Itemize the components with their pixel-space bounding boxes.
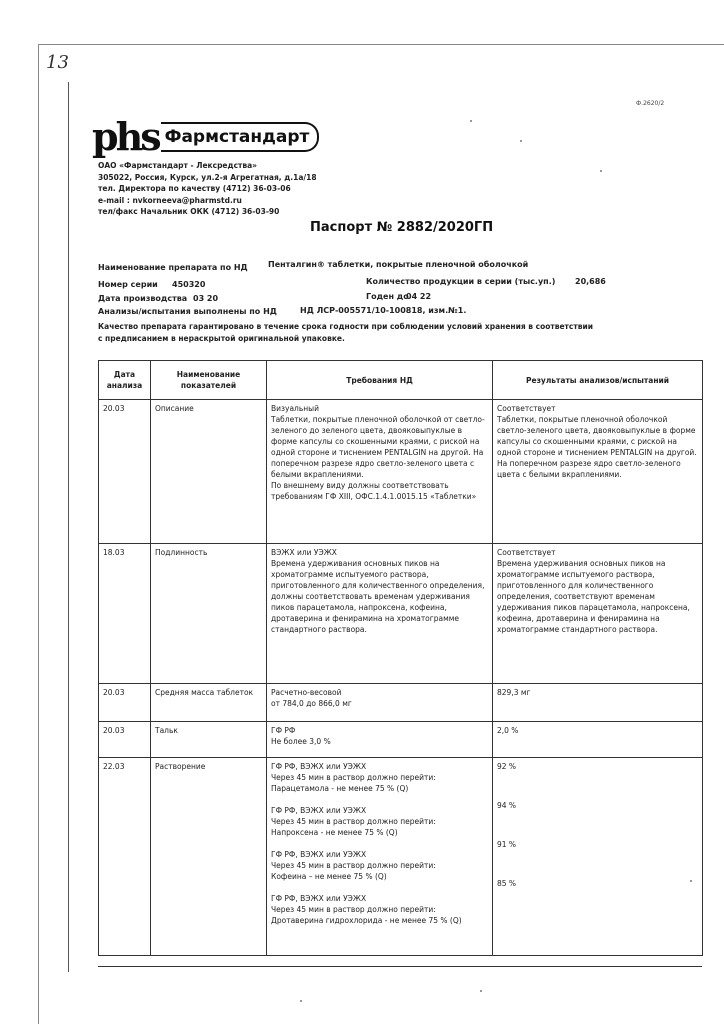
requirement-text: от 784,0 до 866,0 мг — [271, 699, 352, 708]
table-header-row — [99, 361, 703, 400]
requirement-text: Через 45 мин в раствор должно перейти: — [271, 817, 436, 826]
scan-speck — [690, 880, 692, 882]
production-date-label: Дата производства — [98, 294, 188, 303]
cell-results — [493, 544, 703, 684]
result-text: Соответствует — [497, 404, 556, 413]
requirement-text: ГФ РФ, ВЭЖХ или УЭЖХ — [271, 762, 367, 771]
requirement-text: ВЭЖХ или УЭЖХ — [271, 548, 337, 557]
handwritten-page-number: 13 — [46, 52, 69, 73]
address-line: тел/факс Начальник ОКК (4712) 36-03-90 — [98, 207, 280, 216]
table-row — [99, 722, 703, 758]
table-bottom-edge — [98, 966, 702, 967]
form-code: Ф.2620/2 — [636, 100, 665, 107]
result-text: 94 % — [497, 801, 517, 810]
address-line: тел. Директора по качеству (4712) 36-03-06 — [98, 184, 291, 193]
page-border-left — [38, 44, 39, 1024]
company-address — [98, 160, 317, 218]
result-text: 85 % — [497, 879, 517, 888]
scan-speck — [300, 1000, 302, 1002]
result-text: 829,3 мг — [497, 688, 531, 697]
scan-speck — [600, 170, 602, 172]
requirement-text: Визуальный — [271, 404, 319, 413]
cell-requirements — [267, 722, 493, 758]
result-text: 92 % — [497, 762, 517, 771]
requirement-text: ГФ РФ, ВЭЖХ или УЭЖХ — [271, 850, 367, 859]
cell-date: 20.03 — [99, 400, 151, 544]
requirement-text: Расчетно-весовой — [271, 688, 342, 697]
requirement-text: Через 45 мин в раствор должно перейти: — [271, 861, 436, 870]
header-indicator: Наименование показателей — [151, 361, 267, 400]
requirement-text: Напроксена - не менее 75 % (Q) — [271, 828, 398, 837]
address-line: e-mail : nvkorneeva@pharmstd.ru — [98, 195, 242, 205]
requirement-text: Дротаверина гидрохлорида - не менее 75 % (Q) — [271, 916, 462, 925]
cell-requirements — [267, 758, 493, 956]
block-gap — [497, 772, 698, 800]
table-row — [99, 684, 703, 722]
address-line: 305022, Россия, Курск, ул.2-я Агрегатная, д.1а/18 — [98, 172, 317, 182]
logo-mark: phs — [92, 114, 159, 159]
result-text: 91 % — [497, 840, 517, 849]
expiry-date-label: Годен до — [366, 292, 409, 301]
series-label: Номер серии — [98, 280, 158, 289]
result-text: 2,0 % — [497, 726, 519, 735]
company-logo — [92, 114, 319, 159]
expiry-date-value: 04 22 — [406, 292, 432, 301]
cell-results — [493, 722, 703, 758]
requirement-text: По внешнему виду должны соответствовать требованиям ГФ XIII, ОФС.1.4.1.0015.15 «Таблетки» — [271, 481, 477, 501]
cell-indicator: Подлинность — [151, 544, 267, 684]
cell-indicator: Описание — [151, 400, 267, 544]
table-body — [99, 400, 703, 956]
block-gap — [271, 882, 488, 893]
passport-title: Паспорт № 2882/2020ГП — [310, 220, 494, 235]
requirement-text: Кофеина – не менее 75 % (Q) — [271, 872, 387, 881]
block-gap — [271, 838, 488, 849]
cell-indicator: Тальк — [151, 722, 267, 758]
production-date-value: 03 20 — [193, 294, 219, 303]
quantity-value: 20,686 — [575, 277, 606, 286]
cell-indicator: Растворение — [151, 758, 267, 956]
cell-date: 20.03 — [99, 684, 151, 722]
quantity-label: Количество продукции в серии (тыс.уп.) — [366, 277, 556, 286]
header-requirements: Требования НД — [267, 361, 493, 400]
requirement-text: Не более 3,0 % — [271, 737, 331, 746]
logo-name: Фармстандарт — [161, 122, 320, 152]
cell-date: 18.03 — [99, 544, 151, 684]
block-gap — [271, 794, 488, 805]
cell-date: 22.03 — [99, 758, 151, 956]
cell-results — [493, 684, 703, 722]
requirement-text: ГФ РФ — [271, 726, 296, 735]
scan-speck — [520, 140, 522, 142]
requirement-text: Таблетки, покрытые пленочной оболочкой от светло-зеленого до зеленого цвета, двояковыпуклые в форме капсулы со скошенными краями, с риской на одной стороне и тиснением PENTALGIN на другой. На поперечном разрезе ядро светло-зеленого цвета с белыми вкраплениями. — [271, 415, 485, 479]
result-text: Соответствует — [497, 548, 556, 557]
cell-results — [493, 400, 703, 544]
cell-results — [493, 758, 703, 956]
header-date: Дата анализа — [99, 361, 151, 400]
scan-speck — [470, 120, 472, 122]
requirement-text: Парацетамола - не менее 75 % (Q) — [271, 784, 409, 793]
header-results: Результаты анализов/испытаний — [493, 361, 703, 400]
address-line: ОАО «Фармстандарт - Лексредства» — [98, 161, 258, 170]
cell-date: 20.03 — [99, 722, 151, 758]
cell-indicator: Средняя масса таблеток — [151, 684, 267, 722]
block-gap — [497, 850, 698, 878]
cell-requirements — [267, 544, 493, 684]
cell-requirements — [267, 684, 493, 722]
requirement-text: ГФ РФ, ВЭЖХ или УЭЖХ — [271, 806, 367, 815]
table-row — [99, 758, 703, 956]
page-border-top — [38, 44, 724, 45]
series-value: 450320 — [172, 280, 206, 289]
requirement-text: ГФ РФ, ВЭЖХ или УЭЖХ — [271, 894, 367, 903]
scan-shadow-line — [68, 82, 69, 972]
requirement-text: Через 45 мин в раствор должно перейти: — [271, 905, 436, 914]
cell-requirements — [267, 400, 493, 544]
table-row — [99, 544, 703, 684]
analysis-label: Анализы/испытания выполнены по НД — [98, 307, 277, 316]
scan-speck — [480, 990, 482, 992]
table-row — [99, 400, 703, 544]
drug-name-label: Наименование препарата по НД — [98, 263, 248, 272]
requirement-text: Через 45 мин в раствор должно перейти: — [271, 773, 436, 782]
quality-table — [98, 360, 703, 956]
drug-name-value: Пенталгин® таблетки, покрытые пленочной оболочкой — [268, 260, 529, 269]
block-gap — [497, 811, 698, 839]
requirement-text: Времена удерживания основных пиков на хроматограмме испытуемого раствора, приготовленного для количественного определения, должны соответствовать временам удерживания пиков парацетамола, напроксена, кофеина, дротаверина и фенирамина на хроматограмме стандартного раствора. — [271, 559, 485, 634]
result-text: Времена удерживания основных пиков на хроматограмме испытуемого раствора, приготовленного для количественного определения, соответствуют временам удерживания пиков парацетамола, напроксена, кофеина, дротаверина и фенирамина на хроматограмме стандартного раствора. — [497, 559, 690, 634]
result-text: Таблетки, покрытые пленочной оболочкой светло-зеленого цвета, двояковыпуклые в форме капсулы со скошенными краями, с риской на одной стороне и тиснением PENTALGIN на другой. На поперечном разрезе ядро светло-зеленого цвета с белыми вкраплениями. — [497, 415, 697, 479]
analysis-value: НД ЛСР-005571/10-100818, изм.№1. — [300, 306, 467, 315]
quality-note: Качество препарата гарантировано в течение срока годности при соблюдении условий хранения в соответствии с предписанием в нераскрытой оригинальной упаковке. — [98, 322, 593, 343]
